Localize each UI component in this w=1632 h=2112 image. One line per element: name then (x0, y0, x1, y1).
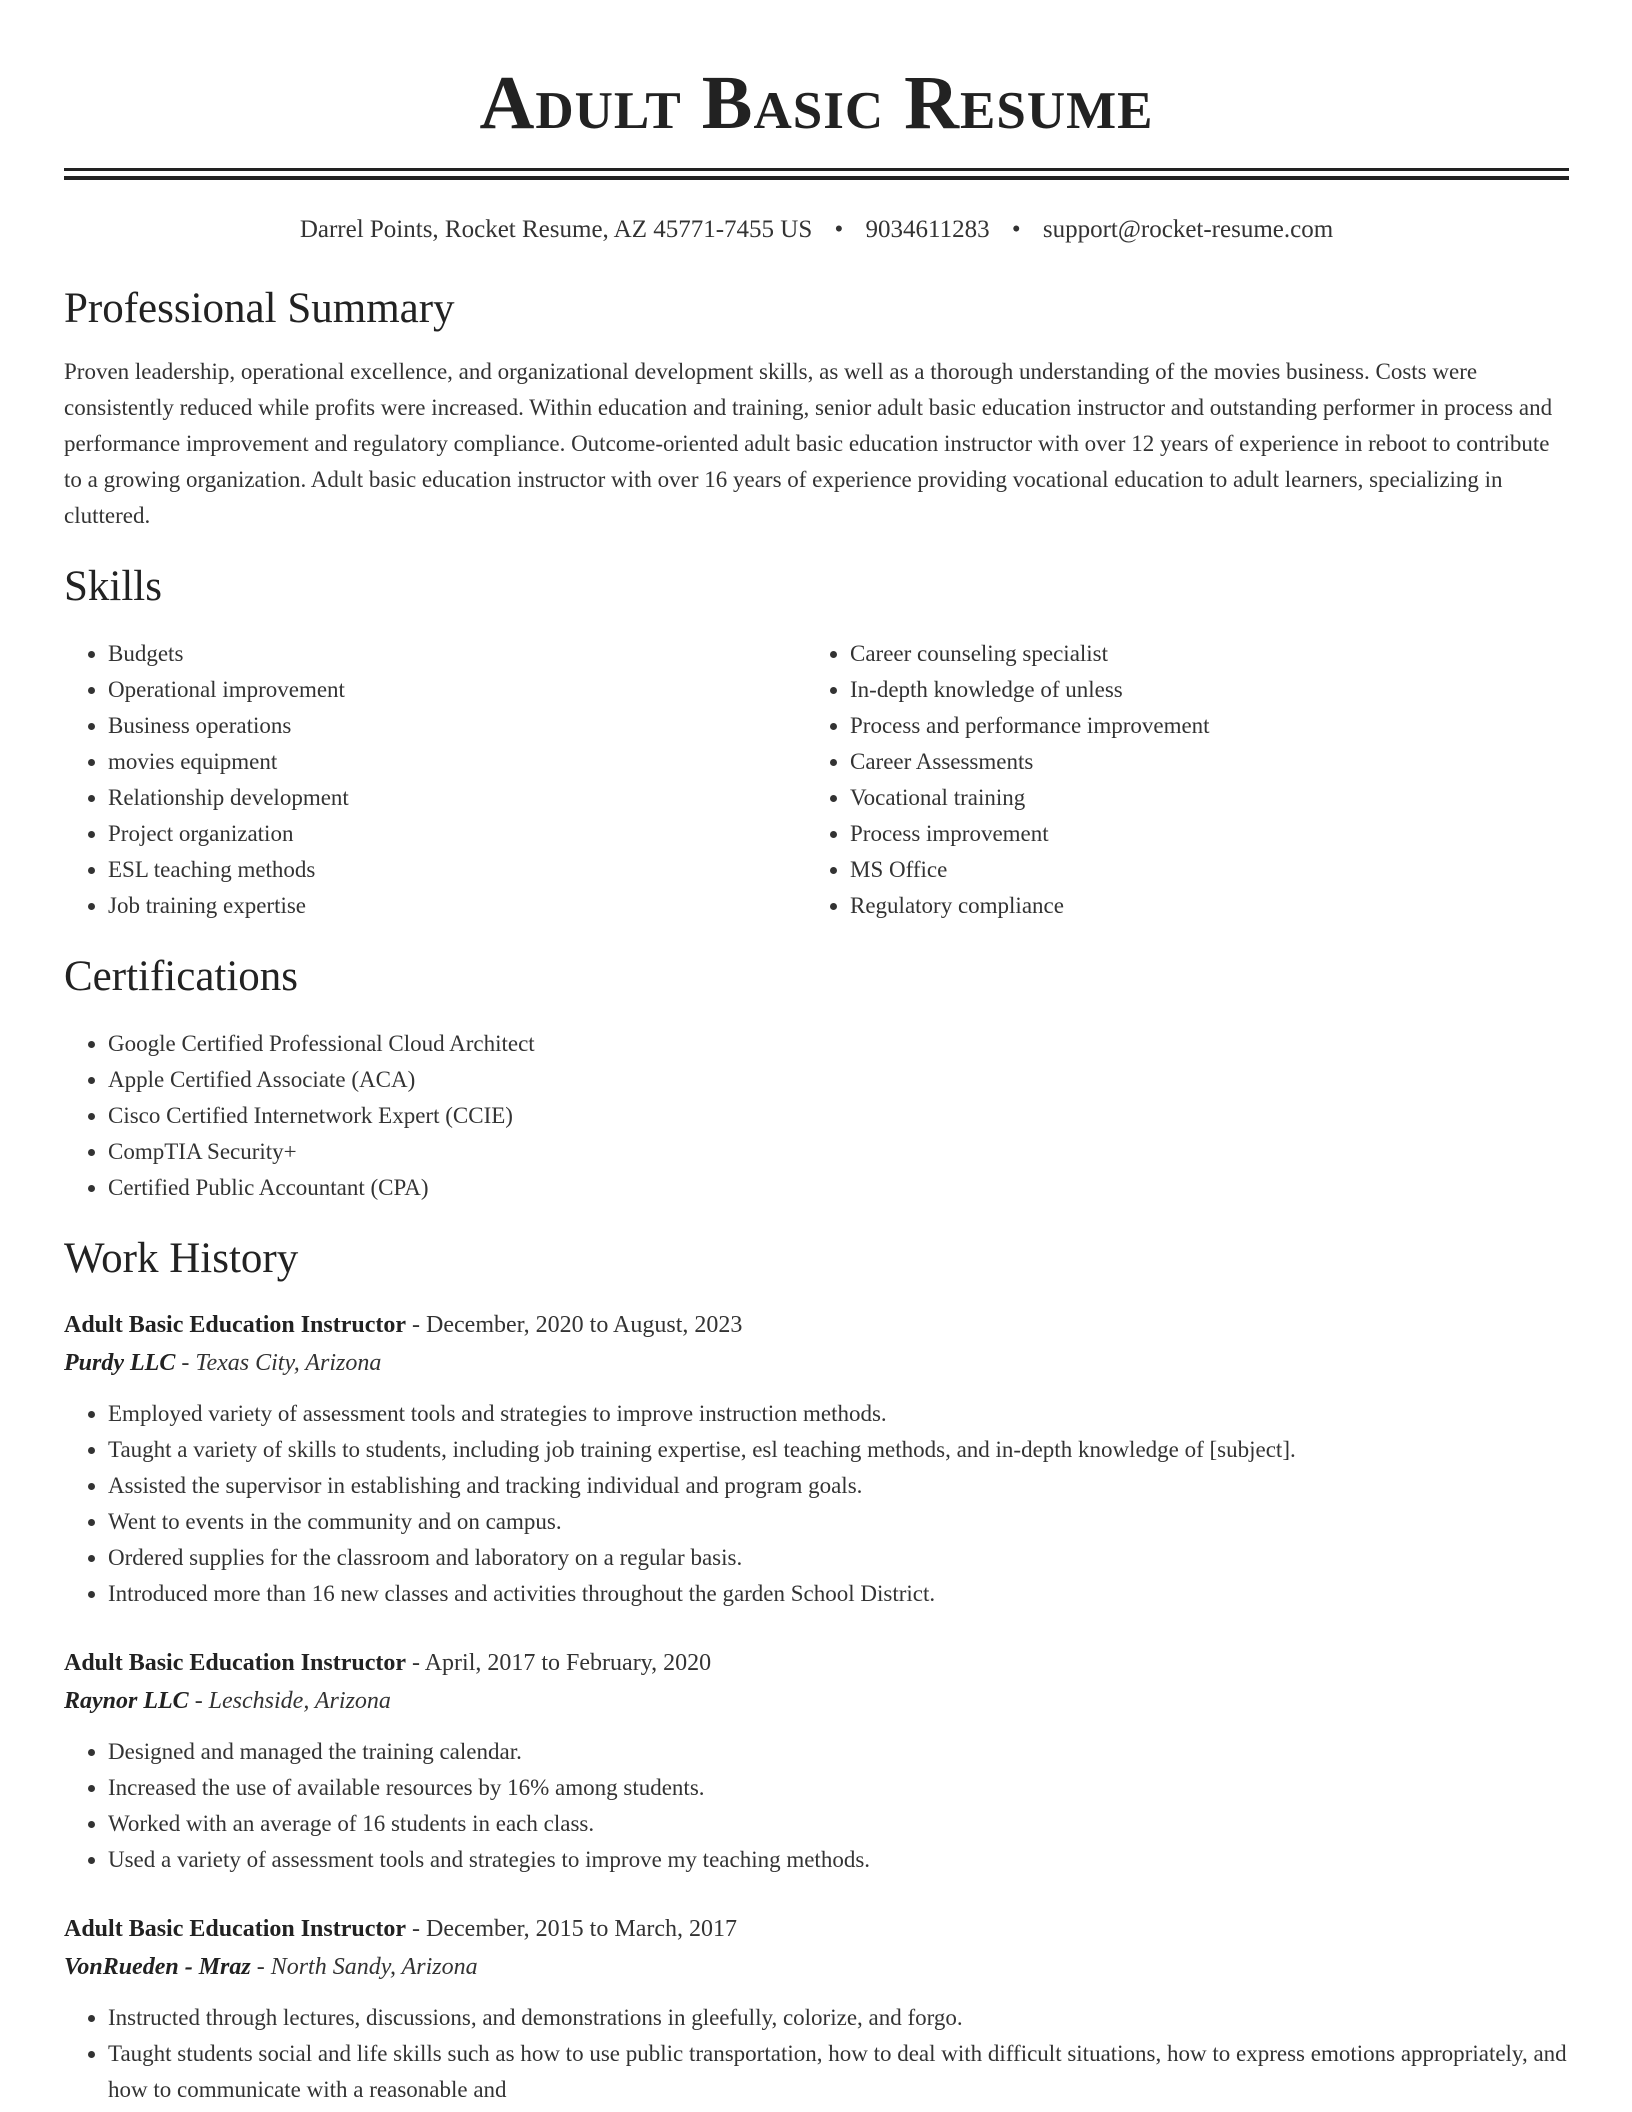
work-history-heading: Work History (64, 1235, 299, 1282)
certification-item: • Apple Certified Associate (ACA) (108, 1062, 1569, 1098)
certification-item: • Cisco Certified Internetwork Expert (CCIE) (108, 1098, 1569, 1134)
contact-phone: 9034611283 (865, 216, 990, 243)
job-bullet: • Ordered supplies for the classroom and laboratory on a regular basis. (108, 1540, 1569, 1576)
skill-item: • movies equipment (108, 744, 806, 780)
skill-item: • Budgets (108, 636, 806, 672)
job-dates: - December, 2015 to March, 2017 (406, 1916, 737, 1942)
contact-email: support@rocket-resume.com (1042, 216, 1334, 243)
contact-line (64, 214, 1569, 246)
job-company: Raynor LLC (64, 1688, 189, 1714)
job-entry-header (64, 1306, 1569, 1382)
job-dates: - April, 2017 to February, 2020 (406, 1650, 712, 1676)
job-title-line (64, 1644, 1569, 1682)
job-title-line (64, 1910, 1569, 1948)
skills-heading: Skills (64, 563, 162, 610)
summary-text: Proven leadership, operational excellence, and organizational development skills, as well as a thorough understanding of the movies business. Costs were consistently reduced while profits were increased. Within education and training, senior adult basic education instructor and outstanding performer in process and performance improvement and regulatory compliance. Outcome-oriented adult basic education instructor with over 12 years of experience in reboot to contribute to a growing organization. Adult basic education instructor with over 16 years of experience providing vocational education to adult learners, specializing in cluttered. (64, 359, 1553, 528)
skills-column-left (64, 636, 806, 924)
job-bullet: • Designed and managed the training calendar. (108, 1734, 1569, 1770)
skill-item: • Relationship development (108, 780, 806, 816)
skill-item: • In-depth knowledge of unless (850, 672, 1548, 708)
certification-item: • CompTIA Security+ (108, 1134, 1569, 1170)
job-location: - North Sandy, Arizona (250, 1954, 478, 1980)
job-bullets (64, 1734, 1569, 1878)
skill-item: • ESL teaching methods (108, 852, 806, 888)
job-role: Adult Basic Education Instructor (64, 1312, 407, 1338)
skill-item: • Career Assessments (850, 744, 1548, 780)
skills-columns (64, 636, 1569, 924)
job-title-line (64, 1306, 1569, 1344)
contact-separator: • (834, 216, 844, 243)
resume-page (64, 0, 1569, 2108)
contact-address: Darrel Points, Rocket Resume, AZ 45771-7455 US (299, 216, 813, 243)
job-bullet: • Increased the use of available resources by 16% among students. (108, 1770, 1569, 1806)
skill-item: • Operational improvement (108, 672, 806, 708)
job-bullet: • Used a variety of assessment tools and strategies to improve my teaching methods. (108, 1842, 1569, 1878)
skill-item: • Career counseling specialist (850, 636, 1548, 672)
job-bullets (64, 2000, 1569, 2108)
job-bullet: • Assisted the supervisor in establishing and tracking individual and program goals. (108, 1468, 1569, 1504)
certifications-list (64, 1026, 1569, 1206)
job-company: VonRueden - Mraz (64, 1954, 251, 1980)
job-company-line (64, 1682, 1569, 1720)
job-company: Purdy LLC (64, 1350, 176, 1376)
job-dates: - December, 2020 to August, 2023 (406, 1312, 743, 1338)
job-bullet: • Taught a variety of skills to students, including job training expertise, esl teaching methods, and in-depth knowledge of [subject]. (108, 1432, 1569, 1468)
job-role: Adult Basic Education Instructor (64, 1916, 407, 1942)
skill-item: • Regulatory compliance (850, 888, 1548, 924)
job-bullets (64, 1396, 1569, 1612)
certification-item: • Certified Public Accountant (CPA) (108, 1170, 1569, 1206)
summary-heading: Professional Summary (64, 285, 455, 332)
job-bullet: • Introduced more than 16 new classes and activities throughout the garden School District. (108, 1576, 1569, 1612)
title-divider-bottom (64, 176, 1569, 180)
contact-separator: • (1011, 216, 1021, 243)
job-company-line (64, 1344, 1569, 1382)
job-bullet: • Instructed through lectures, discussions, and demonstrations in gleefully, colorize, and forgo. (108, 2000, 1569, 2036)
job-location: - Texas City, Arizona (175, 1350, 382, 1376)
certification-item: • Google Certified Professional Cloud Architect (108, 1026, 1569, 1062)
resume-title: Adult Basic Resume (479, 61, 1154, 145)
certifications-heading: Certifications (64, 953, 299, 1000)
skills-column-right (806, 636, 1548, 924)
skill-item: • Vocational training (850, 780, 1548, 816)
job-location: - Leschside, Arizona (188, 1688, 391, 1714)
skill-item: • Project organization (108, 816, 806, 852)
skill-item: • MS Office (850, 852, 1548, 888)
job-company-line (64, 1948, 1569, 1986)
skill-item: • Process and performance improvement (850, 708, 1548, 744)
skill-item: • Job training expertise (108, 888, 806, 924)
job-bullet: • Employed variety of assessment tools and strategies to improve instruction methods. (108, 1396, 1569, 1432)
job-bullet: • Taught students social and life skills such as how to use public transportation, how to deal with difficult situations, how to express emotions appropriately, and how to communicate with a reasonable and (108, 2036, 1569, 2108)
job-entry-header (64, 1910, 1569, 1986)
job-role: Adult Basic Education Instructor (64, 1650, 407, 1676)
skill-item: • Process improvement (850, 816, 1548, 852)
job-bullet: • Worked with an average of 16 students in each class. (108, 1806, 1569, 1842)
skill-item: • Business operations (108, 708, 806, 744)
job-entry-header (64, 1644, 1569, 1720)
job-bullet: • Went to events in the community and on campus. (108, 1504, 1569, 1540)
